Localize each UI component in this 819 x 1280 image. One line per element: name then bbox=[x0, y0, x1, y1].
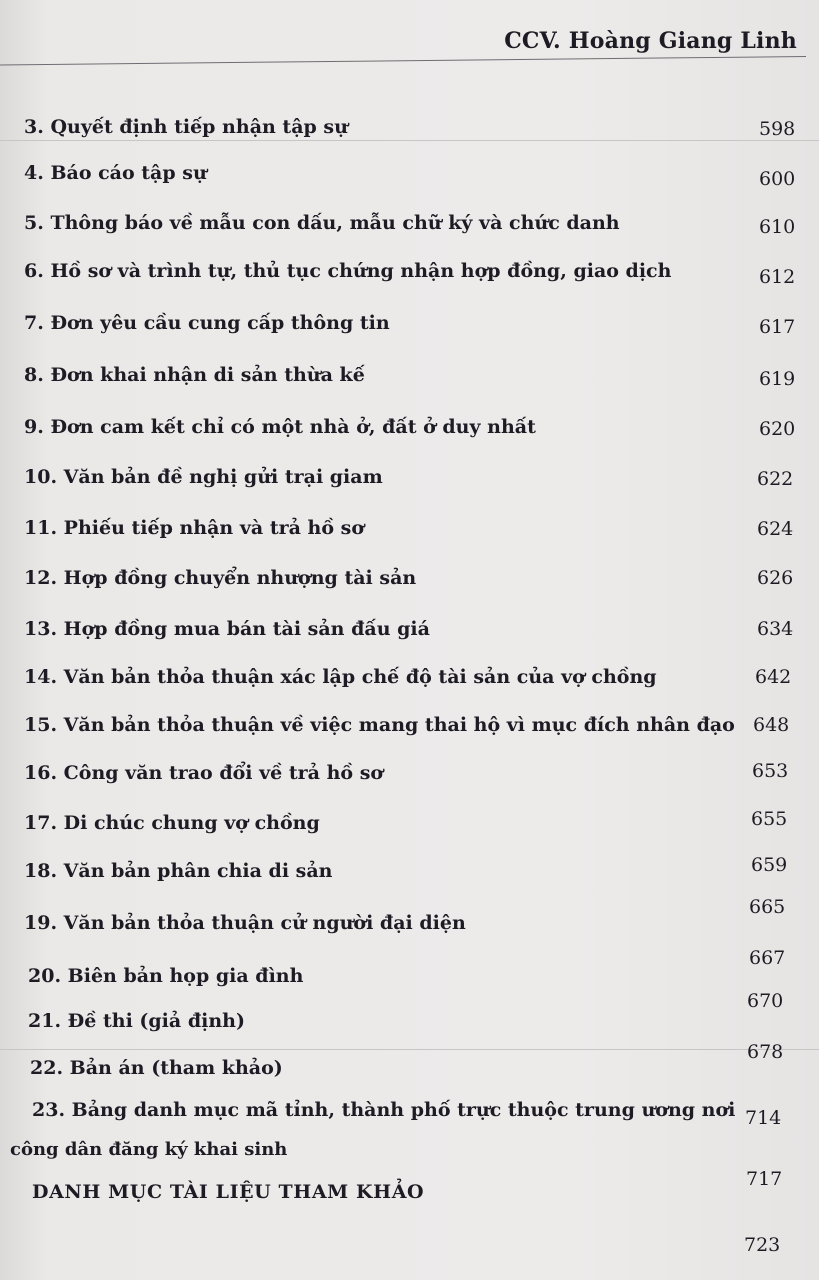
toc-item bbox=[0, 100, 819, 141]
toc-item-title: 13. Hợp đồng mua bán tài sản đấu giá bbox=[24, 618, 430, 640]
toc-item-page: 642 bbox=[755, 666, 792, 688]
running-header-author: CCV. Hoàng Giang Linh bbox=[504, 28, 797, 54]
toc-item-title: 15. Văn bản thỏa thuận về việc mang thai hộ vì mục đích nhân đạo bbox=[24, 714, 735, 736]
toc-item-title: 11. Phiếu tiếp nhận và trả hồ sơ bbox=[24, 517, 365, 539]
toc-item-page: 678 bbox=[747, 1041, 784, 1063]
toc-item bbox=[0, 503, 819, 543]
toc-item bbox=[0, 352, 819, 392]
toc-item-page: 619 bbox=[759, 368, 796, 390]
toc-item bbox=[0, 1001, 819, 1079]
toc-item bbox=[0, 402, 819, 442]
toc-item bbox=[0, 654, 819, 694]
toc-item-page: 659 bbox=[751, 854, 788, 876]
toc-item-page: 617 bbox=[759, 316, 796, 338]
toc-item-title: 22. Bản án (tham khảo) bbox=[30, 1057, 283, 1079]
toc-item-title: 8. Đơn khai nhận di sản thừa kế bbox=[24, 364, 365, 386]
toc-item-page: 620 bbox=[759, 418, 796, 440]
toc-item-title: 10. Văn bản đề nghị gửi trại giam bbox=[24, 466, 383, 488]
toc-item bbox=[0, 1095, 819, 1165]
toc-item-page: 648 bbox=[753, 714, 790, 736]
toc-item bbox=[0, 846, 819, 886]
toc-item-page: 598 bbox=[759, 118, 796, 140]
trailing-page-number: 723 bbox=[744, 1234, 781, 1256]
toc-item-page: 624 bbox=[757, 518, 794, 540]
toc-item bbox=[0, 896, 819, 942]
toc-item-title: 21. Đề thi (giả định) bbox=[28, 1010, 245, 1032]
toc-item-title: 3. Quyết định tiếp nhận tập sự bbox=[24, 116, 348, 138]
toc-item bbox=[0, 604, 819, 644]
toc-item-title: 12. Hợp đồng chuyển nhượng tài sản bbox=[24, 567, 417, 589]
toc-item-title: 17. Di chúc chung vợ chồng bbox=[24, 812, 320, 834]
toc-item-page: 667 bbox=[749, 947, 786, 969]
section-heading-references: DANH MỤC TÀI LIỆU THAM KHẢO bbox=[32, 1181, 425, 1203]
toc-item bbox=[0, 452, 819, 492]
toc-item-title-continued: công dân đăng ký khai sinh bbox=[10, 1139, 288, 1160]
toc-item-title: 20. Biên bản họp gia đình bbox=[28, 965, 304, 987]
toc-item-title: 6. Hồ sơ và trình tự, thủ tục chứng nhận hợp đồng, giao dịch bbox=[24, 260, 672, 282]
toc-item-page: 612 bbox=[759, 266, 796, 288]
toc-item bbox=[0, 798, 819, 838]
toc-item bbox=[0, 152, 819, 192]
toc-item-page: 670 bbox=[747, 990, 784, 1012]
toc-item-page: 665 bbox=[749, 896, 786, 918]
toc-item-page: 610 bbox=[759, 216, 796, 238]
toc-item-title: 4. Báo cáo tập sự bbox=[24, 162, 207, 184]
toc-item bbox=[0, 302, 819, 342]
toc-item bbox=[0, 553, 819, 593]
toc-item bbox=[0, 750, 819, 790]
section-heading-page: 717 bbox=[746, 1168, 783, 1190]
toc-item-page: 655 bbox=[751, 808, 788, 830]
toc-item-title: 18. Văn bản phân chia di sản bbox=[24, 860, 333, 882]
toc-item-title: 23. Bảng danh mục mã tỉnh, thành phố trực thuộc trung ương nơi bbox=[32, 1099, 736, 1121]
toc-item-title: 5. Thông báo về mẫu con dấu, mẫu chữ ký và chức danh bbox=[24, 212, 620, 234]
toc-item bbox=[0, 202, 819, 242]
toc-item-title: 7. Đơn yêu cầu cung cấp thông tin bbox=[24, 312, 390, 334]
toc-item-page: 653 bbox=[752, 760, 789, 782]
toc-item-page: 714 bbox=[745, 1107, 782, 1129]
toc-item-page: 622 bbox=[757, 468, 794, 490]
toc-item bbox=[0, 947, 819, 997]
toc-item-title: 19. Văn bản thỏa thuận cử người đại diện bbox=[24, 912, 466, 934]
toc-item-title: 14. Văn bản thỏa thuận xác lập chế độ tài sản của vợ chồng bbox=[24, 666, 657, 688]
toc-item bbox=[0, 702, 819, 742]
toc-item-page: 634 bbox=[757, 618, 794, 640]
toc-item-page: 600 bbox=[759, 168, 796, 190]
toc-item-page: 626 bbox=[757, 567, 794, 589]
toc-item-title: 9. Đơn cam kết chỉ có một nhà ở, đất ở duy nhất bbox=[24, 416, 536, 438]
toc-item-title: 16. Công văn trao đổi về trả hồ sơ bbox=[24, 762, 384, 784]
toc-item bbox=[0, 252, 819, 292]
